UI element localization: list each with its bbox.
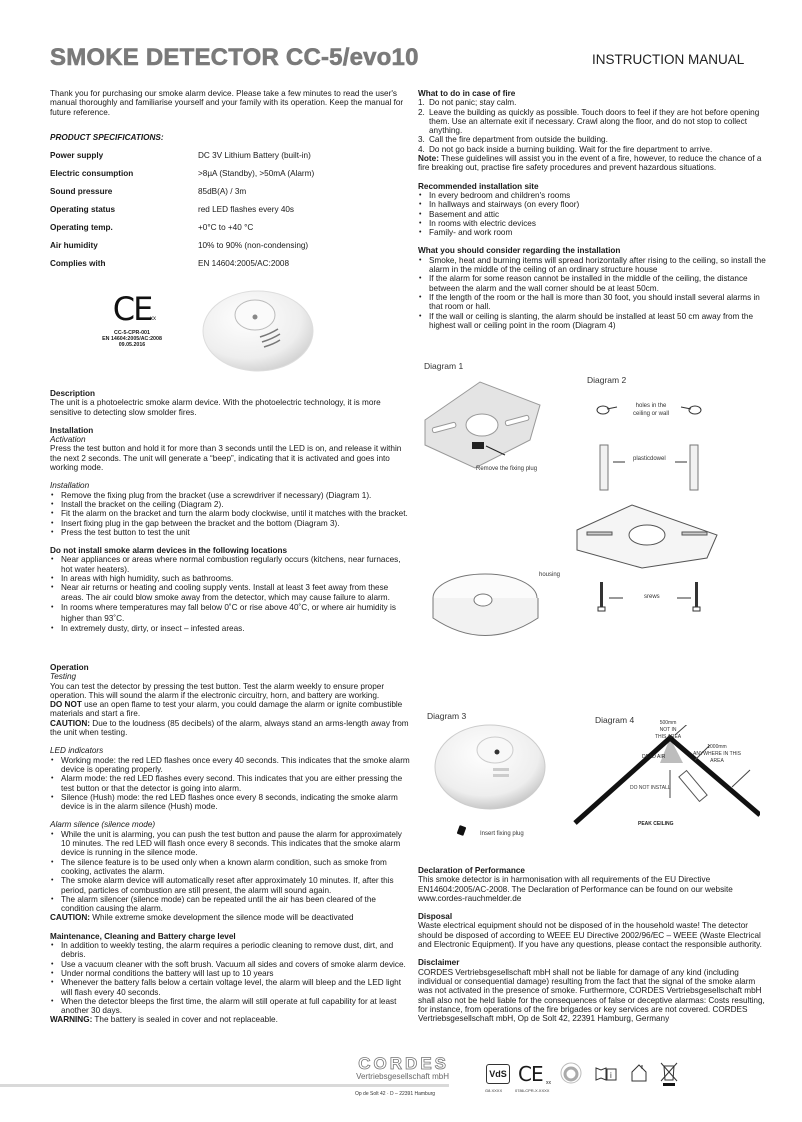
ce-icon: CE — [518, 1062, 543, 1086]
donot-text: use an open flame to test your alarm, you could damage the alarm or ignite combustible materials and start a fire. — [50, 700, 403, 719]
description-heading: Description — [50, 389, 96, 398]
recommended-list — [418, 191, 770, 237]
list-item: • Alarm mode: the red LED flashes every second. This indicates that you are either pressing the test button or that the detector is going into alarm. — [50, 774, 410, 793]
description-text: The unit is a photoelectric smoke alarm device. With the photoelectric technology, it is more sensitive to detecting slow smolder fires. — [50, 398, 381, 417]
spec-value: 10% to 90% (non-condensing) — [198, 241, 309, 250]
list-item: • Near appliances or areas where normal combustion regularly occurs (kitchens, near furnaces, hot water heaters). — [50, 555, 410, 574]
donot-label: DO NOT — [50, 700, 82, 710]
fixing-plug-icon — [457, 825, 467, 836]
caution-paragraph — [50, 719, 410, 738]
cordes-logo — [345, 1056, 449, 1082]
manual-book-icon — [595, 1066, 617, 1082]
warning-label: WARNING: — [50, 1015, 93, 1025]
spec-key: Operating status — [50, 205, 116, 214]
list-item: 4. Do not go back inside a burning building. Wait for the fire department to arrive. — [418, 144, 713, 154]
ce-certification-block — [92, 290, 172, 349]
diagram-4-anywhere-area — [693, 744, 741, 765]
diagram-4-dead-air: DEAD AIR — [642, 754, 666, 760]
list-item: • Press the test button to test the unit — [50, 528, 410, 537]
list-item: • If the length of the room or the hall is more than 30 foot, you should install several alarms in that room or hall. — [418, 293, 770, 312]
label-line: ANYWHERE IN THIS — [693, 751, 741, 757]
install-steps-heading: Installation — [50, 481, 90, 491]
recommended-heading: Recommended installation site — [418, 181, 539, 191]
spec-key: Air humidity — [50, 241, 98, 250]
list-item: • Family- and work room — [418, 228, 770, 237]
list-item: • Use a vacuum cleaner with the soft brush. Vacuum all sides and covers of smoke alarm device. — [50, 960, 410, 969]
diagram-3-title: Diagram 3 — [427, 711, 467, 721]
label-line: THIS AREA — [655, 734, 682, 740]
list-item: 3. Call the fire department from outside the building. — [418, 135, 608, 145]
document-subtitle: INSTRUCTION MANUAL — [592, 52, 745, 67]
silence-caution — [50, 913, 410, 922]
do-not-install-heading: Do not install smoke alarm devices in the following locations — [50, 546, 288, 556]
list-item: • Under normal conditions the battery will last up to 10 years — [50, 969, 410, 978]
disposal-heading: Disposal — [418, 912, 453, 922]
donot-paragraph — [50, 700, 410, 719]
list-item: • In every bedroom and children's rooms — [418, 191, 770, 200]
diagram-4-title: Diagram 4 — [595, 715, 635, 725]
weee-bin-icon — [660, 1062, 678, 1088]
ce-mark-icon — [92, 290, 172, 326]
list-item: • Remove the fixing plug from the bracket (use a screwdriver if necessary) (Diagram 1). — [50, 491, 410, 500]
operation-section — [50, 663, 410, 1025]
fire-note — [418, 154, 770, 173]
diagram-4-peak-label: PEAK CEILING — [638, 821, 674, 827]
activation-text: Press the test button and hold it for more than 3 seconds until the LED is on, and release it within the next 2 seconds. The unit will generate a “beep”, indicating that it is activated and goes into working mode. — [50, 444, 402, 473]
step-text: Call the fire department from outside the building. — [429, 135, 608, 145]
spec-value: +0°C to +40 °C — [198, 223, 254, 232]
diagram-2-title: Diagram 2 — [587, 375, 627, 385]
spec-key: Power supply — [50, 151, 104, 160]
list-item: 1. Do not panic; stay calm. — [418, 98, 517, 108]
footer-address: Op de Solt 42 · D – 22391 Hamburg — [355, 1091, 436, 1097]
diagram-1-title: Diagram 1 — [424, 361, 464, 371]
list-item: • When the detector bleeps the first time, the alarm will still operate at full capability for at least another 30 days. — [50, 997, 410, 1016]
diagram-1-caption: Remove the fixing plug — [476, 466, 538, 472]
list-item: • The silence feature is to be used only when a known alarm condition, such as smoke from cooking, activates the alarm. — [50, 858, 410, 877]
step-text: Do not go back inside a burning building. Wait for the fire department to arrive. — [429, 144, 713, 154]
consider-list — [418, 256, 770, 330]
battery-warning — [50, 1015, 410, 1024]
vds-number: G8.XXXX — [485, 1088, 503, 1093]
silence-heading: Alarm silence (silence mode) — [50, 820, 156, 830]
step-text: Leave the building as quickly as possible. Touch doors to feel if they are hot before opening them. Use an alternate exit if necessary. Crawl along the floor, and do not stop to collect anything. — [429, 107, 760, 136]
silence-list — [50, 830, 410, 914]
led-heading: LED indicators — [50, 746, 104, 756]
list-item: • Whenever the battery falls below a certain voltage level, the alarm will bleep and the LED light will flash every 40 seconds. — [50, 978, 410, 997]
list-item: • In addition to weekly testing, the alarm requires a periodic cleaning to remove dust, dirt, and debris. — [50, 941, 410, 960]
fire-heading: What to do in case of fire — [418, 89, 516, 98]
warning-text: The battery is sealed in cover and not replaceable. — [92, 1015, 278, 1025]
list-item: • In hallways and stairways (on every floor) — [418, 200, 770, 209]
ce-icon-suffix: xx — [546, 1080, 551, 1086]
caution-label: CAUTION: — [50, 913, 91, 923]
diagram-1-bracket-image — [420, 370, 550, 470]
declaration-text: This smoke detector is in harmonisation with all requirements of the EU Directive EN14604:2005/AC-2008. The Declaration of Performance can be found on our website www.cordes-rauchmelder.de — [418, 875, 733, 903]
vds-icon: VdS — [486, 1064, 510, 1084]
label-line: holes in the — [635, 403, 667, 409]
diagram-3-caption: Insert fixing plug — [480, 831, 524, 837]
company-name: Vertriebsgesellschaft mbH — [356, 1072, 449, 1081]
label-line: NOT IN — [659, 727, 677, 733]
label-line: ceiling or wall — [633, 411, 670, 417]
diagram-3-detector-image — [433, 722, 548, 817]
operation-heading: Operation — [50, 663, 89, 672]
list-item: • In areas with high humidity, such as bathrooms. — [50, 574, 410, 583]
list-item: • Near air returns or heating and cooling supply vents. Install at least 3 feet away from these areas. The air could blow smoke away from the detector, which may cause failure to alarm. — [50, 583, 410, 602]
disclaimer-text: CORDES Vertriebsgesellschaft mbH shall not be liable for damage of any kind (including individual or consequential damage) resulting from the fact that the signal of the smoke alarm was not activated in the presence of smoke. Furthermore, CORDES Vertriebsgesellschaft mbH shall also not be held liable for the consequences of false or deceptive alarmas: Costs resulting, for instance, from operations of the fire brigades or key services are not covered. CORDES Vertriebsgesellschaft mbH, Op de Solt 42, 22391 Hamburg, Germany — [418, 967, 765, 1024]
list-item: 2. Leave the building as quickly as possible. Touch doors to feel if they are hot before opening them. Use an alternate exit if necessary. Crawl along the floor, and do not stop to collect anything. — [418, 107, 760, 136]
spec-value: DC 3V Lithium Battery (built-in) — [198, 151, 311, 160]
spec-value: EN 14604:2005/AC:2008 — [198, 259, 290, 268]
testing-text: You can test the detector by pressing the test button. Test the alarm weekly to ensure proper operation. This will sound the alarm if the electronic circuitry, horn, and battery are working. — [50, 681, 385, 700]
diagram-2-dowels — [595, 440, 705, 495]
housing-image — [428, 568, 543, 648]
fire-steps — [418, 98, 770, 154]
list-item: • The smoke alarm device will automatically reset after approximately 10 minutes. If, after this period, particles of combustion are still present, the alarm will sound again. — [50, 876, 410, 895]
list-item: • In extremely dusty, dirty, or insect – infested areas. — [50, 624, 410, 633]
label-line: 1000mm — [707, 744, 727, 750]
svg-text:i: i — [610, 1071, 612, 1080]
diagram-2-screws-label: srews — [644, 594, 660, 600]
list-item: • Working mode: the red LED flashes once every 40 seconds. This indicates that the smoke alarm device is operating properly. — [50, 756, 410, 775]
maintenance-list — [50, 941, 410, 1015]
list-item: • Fit the alarm on the bracket and turn the alarm body clockwise, until it matches with the bracket. — [50, 509, 410, 518]
house-icon — [630, 1063, 648, 1083]
diagram-2-dowel-label: plasticdowel — [633, 456, 666, 462]
ce-line: CC-5-CPR-001 — [114, 330, 150, 336]
ce-mark: CE — [112, 290, 152, 328]
list-item: • Basement and attic — [418, 210, 770, 219]
ce-line: 09.05.2016 — [118, 342, 146, 349]
diagram-4-peak-ceiling — [570, 725, 760, 835]
fire-section — [418, 89, 770, 330]
spec-key: Complies with — [50, 259, 106, 268]
smoke-detector-image — [200, 285, 315, 375]
specs-heading: PRODUCT SPECIFICATIONS: — [50, 133, 164, 142]
ce-suffix: xx — [150, 316, 156, 322]
list-item: • While the unit is alarming, you can push the test button and pause the alarm for approximately 10 minutes. The red LED will flash once every 8 seconds. This indicates that the smoke alarm device is running in the silence mode. — [50, 830, 410, 858]
spec-key: Sound pressure — [50, 187, 113, 196]
spec-value: red LED flashes every 40s — [198, 205, 295, 214]
diagram-2-bracket-image — [572, 500, 722, 570]
list-item: • Silence (Hush) mode: the red LED flashes once every 8 seconds, indicating the smoke alarm device is in the alarm silence (Hush) mode. — [50, 793, 410, 812]
diagram-4-not-in-area — [655, 720, 681, 741]
note-label: Note: — [418, 154, 439, 164]
list-item: • In rooms with electric devices — [418, 219, 770, 228]
diagram-2-holes-label — [633, 402, 669, 418]
led-list — [50, 756, 410, 812]
spec-value: 85dB(A) / 3m — [198, 187, 247, 196]
maintenance-heading: Maintenance, Cleaning and Battery charge level — [50, 931, 236, 941]
intro-text: Thank you for purchasing our smoke alarm device. Please take a few minutes to read the user's manual thoroughly and familiarise yourself and your family with its operation. Keep the manual for future reference. — [50, 89, 404, 117]
label-line: AREA — [710, 758, 724, 764]
caution-text: While extreme smoke development the silence mode will be deactivated — [90, 913, 354, 923]
list-item: • Smoke, heat and burning items will spread horizontally after rising to the ceiling, so install the alarm in the middle of the ceiling of an ordinary structure house — [418, 256, 770, 275]
step-text: Do not panic; stay calm. — [429, 98, 517, 108]
do-not-install-list — [50, 555, 410, 633]
list-item: • If the wall or ceiling is slanting, the alarm should be installed at least 50 cm away from the highest wall or ceiling point in the room (Diagram 4) — [418, 312, 770, 331]
note-text: These guidelines will assist you in the event of a fire, however, to reduce the chance of a fire breaking out, practise fire safety procedures and prevent hazardous situations. — [418, 154, 762, 173]
list-item: • The alarm silencer (silence mode) can be repeated until the air has been cleared of the condition causing the alarm. — [50, 895, 410, 914]
declaration-heading: Declaration of Performance — [418, 866, 525, 875]
disclaimer-heading: Disclaimer — [418, 958, 460, 968]
spec-key: Electric consumption — [50, 169, 134, 178]
activation-heading: Activation — [50, 435, 86, 445]
spec-value: >8µA (Standby), >50mA (Alarm) — [198, 169, 315, 178]
housing-label: housing — [539, 572, 561, 578]
caution-label: CAUTION: — [50, 718, 91, 728]
consider-heading: What you should consider regarding the installation — [418, 246, 621, 256]
list-item: • Insert fixing plug in the gap between the bracket and the bottom (Diagram 3). — [50, 519, 410, 528]
install-steps-list — [50, 491, 410, 537]
legal-section — [418, 866, 770, 1023]
document-title: SMOKE DETECTOR CC-5/evo10 — [50, 44, 419, 71]
description-section — [50, 389, 410, 633]
ce-line: EN 14604:2005/AC:2008 — [102, 336, 162, 343]
list-item: • In rooms where temperatures may fall below 0˚C or rise above 40˚C, or where air humidity is higher than 93˚C. — [50, 602, 410, 624]
testing-heading: Testing — [50, 672, 77, 682]
recycling-icon — [560, 1062, 582, 1084]
spec-key: Operating temp. — [50, 223, 113, 232]
label-line: 500mm — [659, 720, 677, 726]
list-item: • Install the bracket on the ceiling (Diagram 2). — [50, 500, 410, 509]
diagram-4-do-not-install: DO NOT INSTALL — [630, 785, 671, 791]
disposal-text: Waste electrical equipment should not be disposed of in the household waste! The detector should be disposed of according to WEEE EU Directive 2002/96/EC – WEEE (Waste Electrical and Electronic Equipment). If you have any questions, please contact the responsible authority. — [418, 921, 762, 950]
footer-rule — [0, 1084, 449, 1087]
caution-text: Due to the loudness (85 decibels) of the alarm, always stand an arms-length away from the unit when testing. — [50, 718, 409, 738]
list-item: • If the alarm for some reason cannot be installed in the middle of the ceiling, the distance between the alarm and the wall corner should be at least 50cm. — [418, 274, 770, 293]
installation-heading: Installation — [50, 425, 94, 435]
ce-number: 0786-CPR-X.XXXX — [515, 1088, 550, 1093]
brand-name: CORDES — [358, 1054, 449, 1073]
